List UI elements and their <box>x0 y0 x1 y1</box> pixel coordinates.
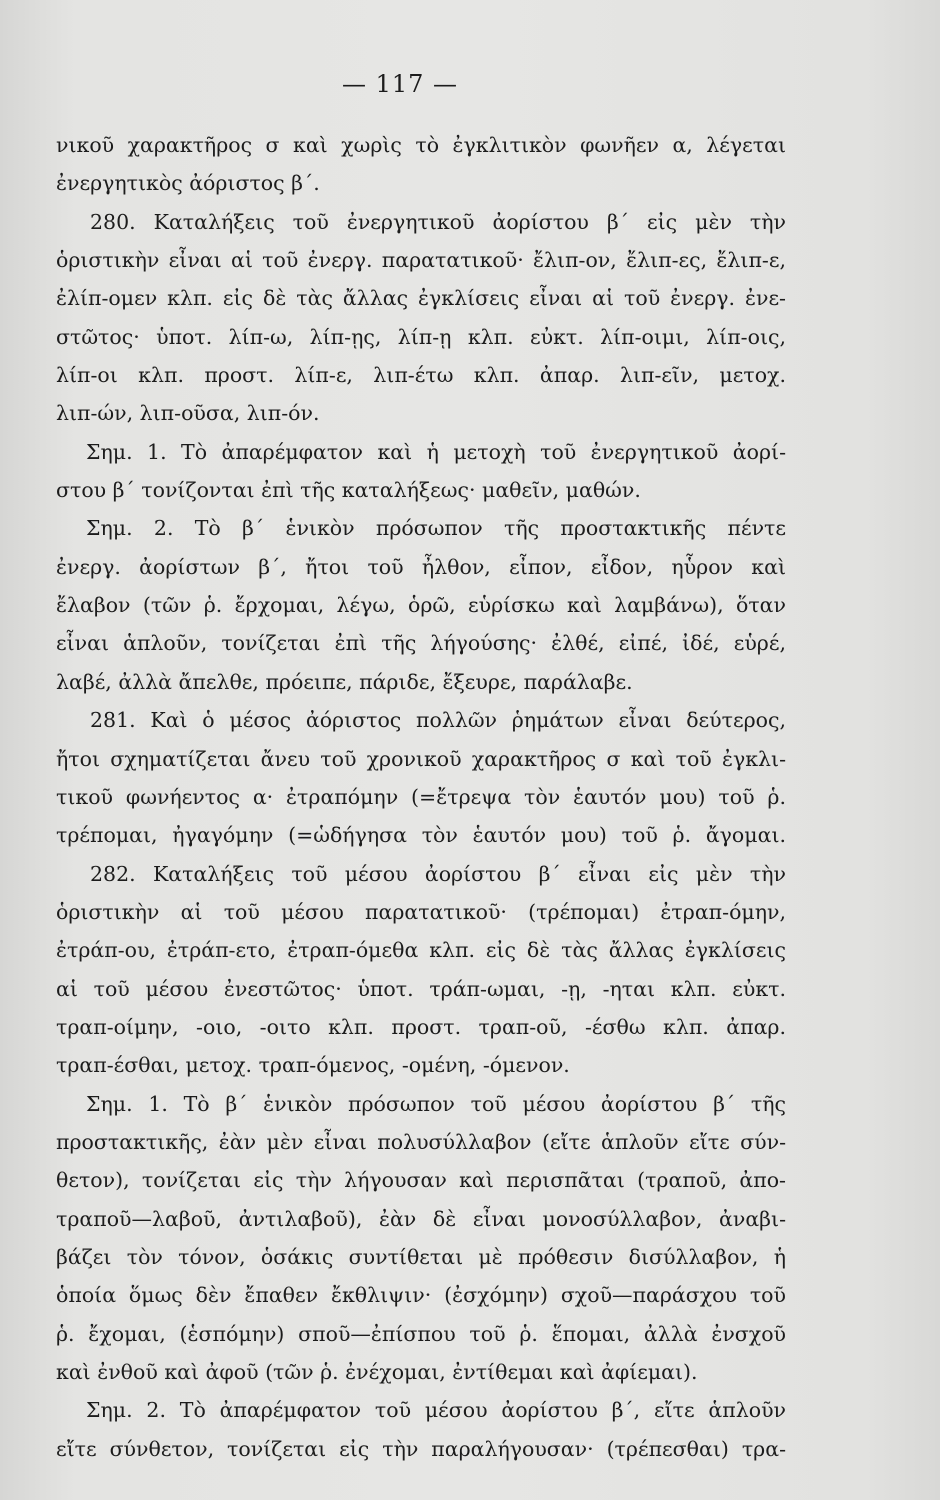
text-line: Σημ. 2. Τὸ β΄ ἑνικὸν πρόσωπον τῆς προστακτικῆς πέντε <box>86 516 786 541</box>
text-line: καὶ ἐνθοῦ καὶ ἀφοῦ (τῶν ῥ. ἐνέχομαι, ἐντίθεμαι καὶ ἀφίεμαι). <box>56 1360 698 1384</box>
text-line: εἶναι ἁπλοῦν, τονίζεται ἐπὶ τῆς λήγούσης· ἐλθέ, εἰπέ, ἰδέ, εὑρέ, <box>56 631 786 656</box>
text-line: ἔλαβον (τῶν ῥ. ἔρχομαι, λέγω, ὁρῶ, εὑρίσκω καὶ λαμβάνω), ὅταν <box>56 593 786 618</box>
text-line: ὁποία ὅμως δὲν ἔπαθεν ἔκθλιψιν· (ἐσχόμην) σχοῦ—παράσχου τοῦ <box>56 1283 786 1308</box>
text-line: στῶτος· ὑποτ. λίπ-ω, λίπ-ῃς, λίπ-ῃ κλπ. εὐκτ. λίπ-οιμι, λίπ-οις, <box>56 324 786 349</box>
text-line: ἐνεργητικὸς ἀόριστος β΄. <box>56 171 320 196</box>
text-line: ὁριστικὴν αἱ τοῦ μέσου παρατατικοῦ· (τρέπομαι) ἐτραπ-όμην, <box>56 899 786 924</box>
text-line: ἐτράπ-ου, ἐτράπ-ετο, ἐτραπ-όμεθα κλπ. εἰς δὲ τὰς ἄλλας ἐγκλίσεις <box>56 938 786 963</box>
text-line: Σημ. 1. Τὸ β΄ ἑνικὸν πρόσωπον τοῦ μέσου ἀορίστου β΄ τῆς <box>86 1091 786 1116</box>
text-line: εἴτε σύνθετον, τονίζεται εἰς τὴν παραλήγουσαν· (τρέπεσθαι) τρα- <box>56 1436 786 1461</box>
text-line: ὁριστικὴν εἶναι αἱ τοῦ ἐνεργ. παρατατικοῦ· ἔλιπ-ον, ἔλιπ-ες, ἔλιπ-ε, <box>56 248 786 273</box>
text-line: τραπ-οίμην, -οιο, -οιτο κλπ. προστ. τραπ-οῦ, -έσθω κλπ. ἀπαρ. <box>56 1014 786 1039</box>
text-line: ῥ. ἔχομαι, (ἑσπόμην) σποῦ—ἐπίσπου τοῦ ῥ. ἕπομαι, ἀλλὰ ἐνσχοῦ <box>56 1321 786 1346</box>
text-line: αἱ τοῦ μέσου ἐνεστῶτος· ὑποτ. τράπ-ωμαι, -ῃ, -ηται κλπ. εὐκτ. <box>56 976 786 1001</box>
text-line: λίπ-οι κλπ. προστ. λίπ-ε, λιπ-έτω κλπ. ἀπαρ. λιπ-εῖν, μετοχ. <box>56 363 786 388</box>
text-line: λαβέ, ἀλλὰ ἄπελθε, πρόειπε, πάριδε, ἔξευρε, παράλαβε. <box>56 669 633 694</box>
text-line: ἐλίπ-ομεν κλπ. εἰς δὲ τὰς ἄλλας ἐγκλίσεις εἶναι αἱ τοῦ ἐνεργ. ἐνε- <box>56 286 786 311</box>
text-line: θετον), τονίζεται εἰς τὴν λήγουσαν καὶ περισπᾶται (τραποῦ, ἀπο- <box>56 1168 786 1193</box>
text-line: προστακτικῆς, ἐὰν μὲν εἶναι πολυσύλλαβον (εἴτε ἁπλοῦν εἴτε σύν- <box>56 1129 786 1154</box>
text-line: νικοῦ χαρακτῆρος σ καὶ χωρὶς τὸ ἐγκλιτικὸν φωνῆεν α, λέγεται <box>56 133 786 157</box>
text-line: τραπ-έσθαι, μετοχ. τραπ-όμενος, -ομένη, -όμενον. <box>56 1053 570 1078</box>
text-line: τικοῦ φωνήεντος α· ἐτραπόμην (=ἔτρεψα τὸν ἑαυτόν μου) τοῦ ῥ. <box>56 784 786 809</box>
text-line: Σημ. 2. Τὸ ἀπαρέμφατον τοῦ μέσου ἀορίστου β΄, εἴτε ἁπλοῦν <box>86 1398 786 1423</box>
text-line: λιπ-ών, λιπ-οῦσα, λιπ-όν. <box>56 401 320 426</box>
text-line: ἤτοι σχηματίζεται ἄνευ τοῦ χρονικοῦ χαρακτῆρος σ καὶ τοῦ ἐγκλι- <box>56 746 786 771</box>
text-line: τραποῦ—λαβοῦ, ἀντιλαβοῦ), ἐὰν δὲ εἶναι μονοσύλλαβον, ἀναβι- <box>56 1206 786 1231</box>
page-number: — 117 — <box>341 70 459 98</box>
text-line: 280. Καταλήξεις τοῦ ἐνεργητικοῦ ἀορίστου β΄ εἰς μὲν τὴν <box>90 209 786 234</box>
text-line: ἐνεργ. ἀορίστων β΄, ἤτοι τοῦ ἦλθον, εἶπον, εἶδον, ηὗρον καὶ <box>56 554 786 579</box>
text-line: 282. Καταλήξεις τοῦ μέσου ἀορίστου β΄ εἶναι εἰς μὲν τὴν <box>90 861 786 886</box>
text-line: Σημ. 1. Τὸ ἀπαρέμφατον καὶ ἡ μετοχὴ τοῦ ἐνεργητικοῦ ἀορί- <box>86 439 786 464</box>
text-line: βάζει τὸν τόνον, ὁσάκις συντίθεται μὲ πρόθεσιν δισύλλαβον, ἡ <box>56 1244 786 1269</box>
body-text <box>56 126 786 1468</box>
text-line: τρέπομαι, ἠγαγόμην (=ὡδήγησα τὸν ἑαυτόν μου) τοῦ ῥ. ἄγομαι. <box>56 823 786 848</box>
text-line: 281. Καὶ ὁ μέσος ἀόριστος πολλῶν ῥημάτων εἶναι δεύτερος, <box>90 708 786 733</box>
text-line: στου β΄ τονίζονται ἐπὶ τῆς καταλήξεως· μαθεῖν, μαθών. <box>56 478 641 503</box>
